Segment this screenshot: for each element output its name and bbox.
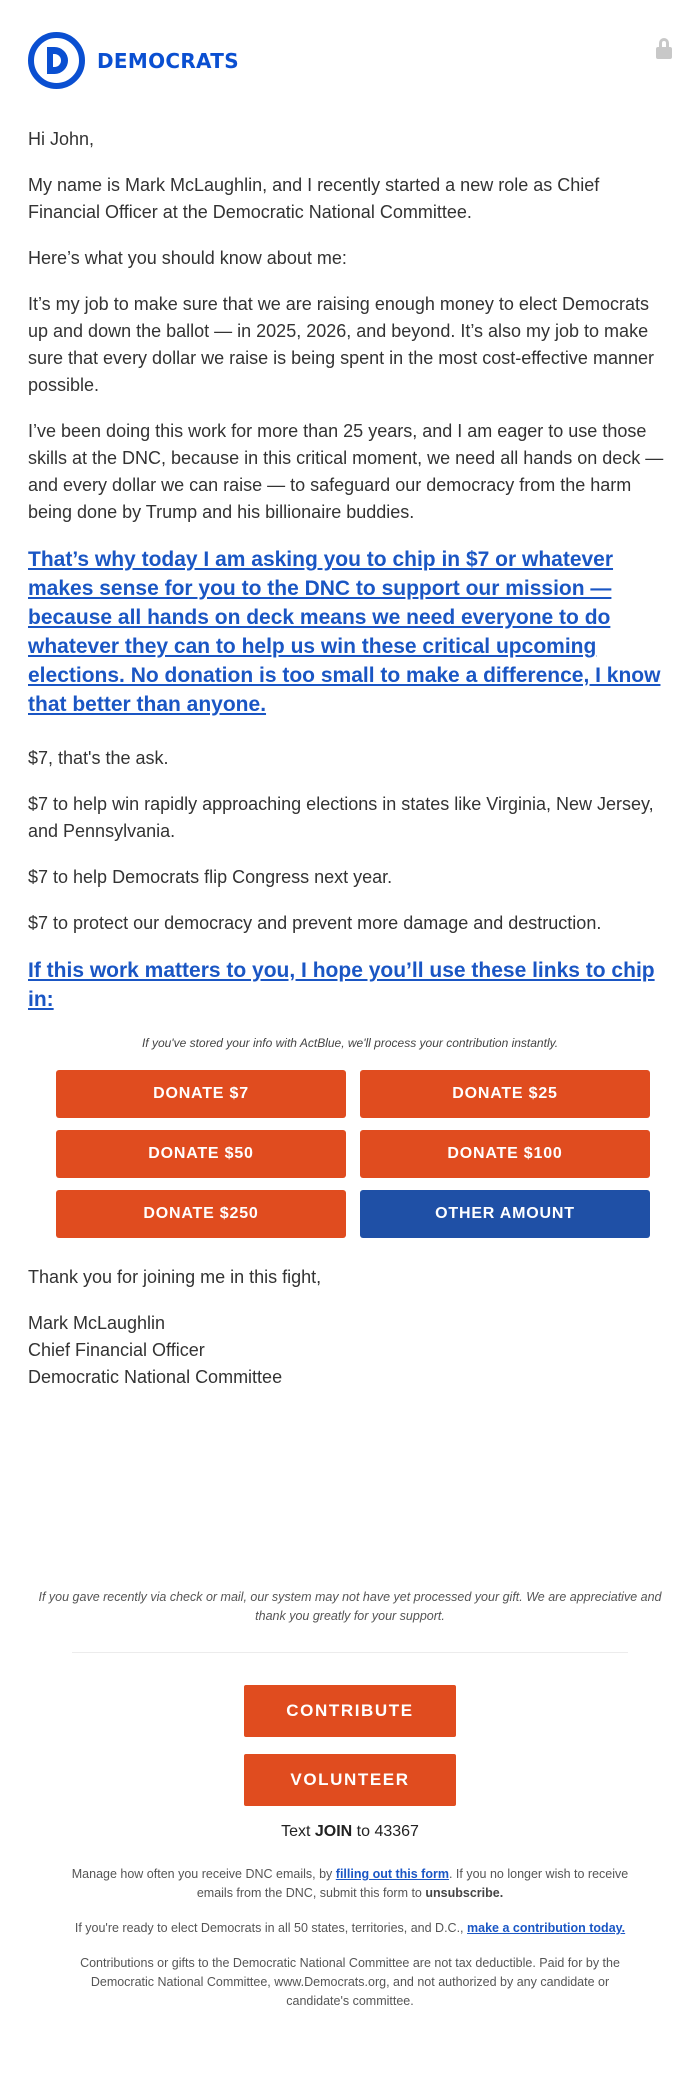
ask-donation-link[interactable]: That’s why today I am asking you to chip in $7 or whatever makes sense for you to the DNC to support our mission — because all hands on deck means we need everyone to do whatever they can to help us win these critical upcoming elections. No donation is too small to make a difference, I know that better than anyone. <box>28 548 661 716</box>
democrats-d-icon <box>28 32 85 89</box>
text-prefix: Text <box>281 1823 311 1840</box>
actblue-note: If you've stored your info with ActBlue, we'll process your contribution instantly. <box>141 1036 559 1050</box>
greeting: Hi John, <box>28 129 95 149</box>
text-suffix: to 43367 <box>356 1823 419 1840</box>
paragraph-about: Here’s what you should know about me: <box>28 248 347 268</box>
disclaimer-text: Contributions or gifts to the Democratic National Committee are not tax deductible. Paid for by the Democratic National Committee, www.Democrats.org, and not authorized by any candidate or candidate's committee. <box>80 1956 620 2008</box>
donate-250-button[interactable]: DONATE $250 <box>56 1190 346 1238</box>
processing-note: If you gave recently via check or mail, our system may not have yet processed your gift. We are appreciative and thank you greatly for your support. <box>38 1590 662 1623</box>
text-join-line <box>28 1823 672 1841</box>
contribute-button[interactable]: CONTRIBUTE <box>244 1685 456 1737</box>
democrats-logo[interactable] <box>28 32 239 89</box>
unsubscribe-text: unsubscribe. <box>425 1886 504 1900</box>
paragraph-democracy: $7 to protect our democracy and prevent more damage and destruction. <box>28 913 602 933</box>
manage-emails-text <box>28 1865 672 1903</box>
paragraph-ask: $7, that's the ask. <box>28 748 169 768</box>
other-amount-button[interactable]: OTHER AMOUNT <box>360 1190 650 1238</box>
email-body <box>28 126 672 1391</box>
paragraph-intro: My name is Mark McLaughlin, and I recently started a new role as Chief Financial Officer at the Democratic National Committee. <box>28 175 600 222</box>
email-header <box>0 0 700 120</box>
thanks-line: Thank you for joining me in this fight, <box>28 1267 322 1287</box>
signer-name: Mark McLaughlin <box>28 1313 166 1333</box>
manage-prefix: Manage how often you receive DNC emails, by <box>71 1867 333 1881</box>
paragraph-experience: I’ve been doing this work for more than 25 years, and I am eager to use those skills at the DNC, because in this critical moment, we need all hands on deck — and every dollar we can raise — to safeguard our democracy from the harm being done by Trump and his billionaire buddies. <box>28 421 664 522</box>
signer-title: Chief Financial Officer <box>28 1340 205 1360</box>
donate-50-button[interactable]: DONATE $50 <box>56 1130 346 1178</box>
logo-text: DEMOCRATS <box>97 48 239 73</box>
manage-form-link[interactable]: filling out this form <box>335 1867 449 1881</box>
lock-icon <box>656 38 672 58</box>
chip-in-link[interactable]: If this work matters to you, I hope you’ll use these links to chip in: <box>28 959 655 1011</box>
paragraph-job: It’s my job to make sure that we are raising enough money to elect Democrats up and down the ballot — in 2025, 2026, and beyond. It’s also my job to make sure that every dollar we raise is being spent in the most cost-effective manner possible. <box>28 294 654 395</box>
elect-democrats-text <box>28 1919 672 1938</box>
email-footer <box>28 1588 672 2027</box>
elect-prefix: If you're ready to elect Democrats in all 50 states, territories, and D.C., <box>74 1921 464 1935</box>
donate-button-grid <box>56 1070 672 1238</box>
text-keyword: JOIN <box>314 1823 353 1840</box>
footer-divider <box>72 1652 628 1653</box>
signoff <box>28 1264 672 1391</box>
paragraph-elections: $7 to help win rapidly approaching elections in states like Virginia, New Jersey, and Pennsylvania. <box>28 794 654 841</box>
donate-100-button[interactable]: DONATE $100 <box>360 1130 650 1178</box>
manage-middle: . If you no longer wish to receive emails from the DNC, submit this form to <box>196 1867 629 1900</box>
volunteer-button[interactable]: VOLUNTEER <box>244 1754 456 1806</box>
donate-25-button[interactable]: DONATE $25 <box>360 1070 650 1118</box>
donate-7-button[interactable]: DONATE $7 <box>56 1070 346 1118</box>
make-contribution-link[interactable]: make a contribution today. <box>467 1921 626 1935</box>
paragraph-congress: $7 to help Democrats flip Congress next year. <box>28 867 393 887</box>
signer-org: Democratic National Committee <box>28 1367 283 1387</box>
